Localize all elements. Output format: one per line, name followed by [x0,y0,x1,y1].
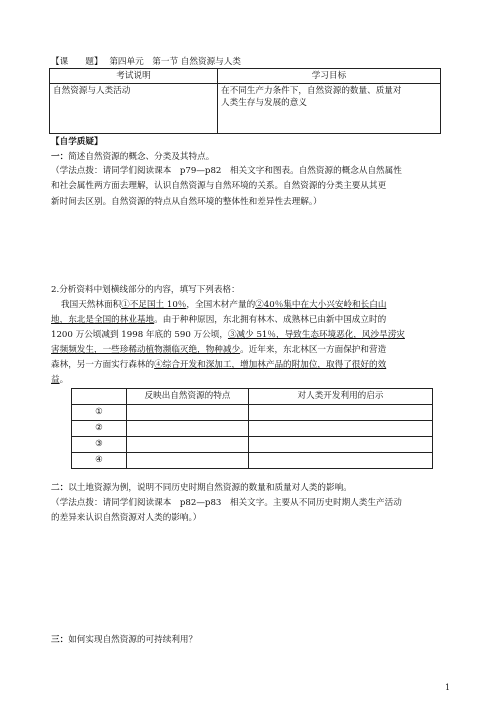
implication-answer-cell[interactable] [249,437,433,453]
passage-text: 。 [59,375,69,385]
features-header: 反映出自然资源的特点 [127,389,249,405]
passage-line [51,329,405,341]
page-number: 1 [445,683,451,692]
implication-answer-cell[interactable] [249,421,433,437]
question-3-hint-line: （学法点拨：请同学们阅读课本 p82—p83 相关文字。主要从不同历史时期人类生产活动 [51,498,402,508]
passage-line [51,344,386,356]
question-4 [51,634,197,646]
passage-text: 。由于种种原因，东北拥有林木、成熟林已由新中国成立时的 [154,315,387,325]
passage-text: 我国天然林面积 [61,300,122,310]
answer-table [71,388,433,469]
passage-text: 森林，另一方面实行森林的 [51,360,155,370]
lesson-header [51,56,241,68]
row-label: ③ [72,437,127,453]
learning-goals-line1: 在不同生产力条件下，自然资源的数量、质量对 [221,86,402,96]
underlined-phrase-1: ①不足国土 10％ [121,300,187,310]
question-1 [51,151,214,163]
question-1-hint-line: 和社会属性两方面去理解，认识自然资源与自然环境的关系。自然资源的分类主要从其更 [51,181,387,191]
question-2-prompt: 2.分析资料中划横线部分的内容，填写下列表格： [51,285,240,295]
exam-notes-cell: 自然资源与人类活动 [50,84,218,134]
feature-answer-cell[interactable] [127,405,249,421]
underlined-phrase-4: ④综合开发和深加工，增加林产品的附加位，取得了很好的效 [154,360,387,370]
passage-text: 1200 万公顷减到 1998 年底的 590 万公顷， [51,330,228,340]
underlined-phrase-2: ②40％集中在大小兴安岭和长白山 [255,300,387,310]
underlined-phrase-3-cont: 害频频发生，一些珍稀动植物濒临灭绝，物种减少 [51,345,241,355]
objectives-table [49,68,441,134]
passage-line [51,314,386,326]
implications-header: 对人类开发利用的启示 [249,389,433,405]
question-3-text: 以土地资源为例，说明不同历史时期自然资源的数量和质量对人类的影响。 [68,483,352,493]
question-4-text: 如何实现自然资源的可持续利用？ [68,635,198,645]
question-1-hint-line: （学法点拨：请同学们阅读课本 p79—p82 相关文字和图表。自然资源的概念从自然属性 [51,166,402,176]
implication-answer-cell[interactable] [249,405,433,421]
question-3 [51,482,352,494]
lesson-title: 第四单元 第一节 自然资源与人类 [109,57,241,67]
underlined-phrase-2-cont: 地，东北是全国的林业基地 [51,315,155,325]
learning-goals-cell [218,84,441,134]
passage-line [51,374,68,386]
passage-text: 。近年来，东北林区一方面保护和营造 [240,345,387,355]
row-label: ④ [72,453,127,469]
lesson-label: 【课 题】 [51,57,103,67]
learning-goals-header: 学习目标 [218,69,441,84]
row-label: ① [72,405,127,421]
learning-goals-line2: 人类生存与发展的意义 [221,98,307,108]
question-1-hint-line: 新时间去区别。自然资源的特点从自然环境的整体性和差异性去理解。） [51,197,322,207]
underlined-phrase-3: ③减少 51％，导致生态环境恶化，风沙旱涝灾 [227,330,405,340]
passage-text: ，全国木材产量的 [186,300,256,310]
answer-table-corner [72,389,127,405]
feature-answer-cell[interactable] [127,453,249,469]
question-3-number: 二： [51,483,69,493]
underlined-phrase-4-cont: 益 [51,375,60,385]
passage-line [51,359,386,371]
question-1-number: 一： [51,152,69,162]
feature-answer-cell[interactable] [127,437,249,453]
exam-notes-header: 考试说明 [50,69,218,84]
feature-answer-cell[interactable] [127,421,249,437]
passage-line [61,299,386,311]
implication-answer-cell[interactable] [249,453,433,469]
question-3-hint-line: 的差异来认识自然资源对人类的影响。） [51,513,202,523]
question-1-text: 简述自然资源的概念、分类及其特点。 [68,152,215,162]
question-4-number: 三： [51,635,69,645]
section-title: 【自学质疑】 [51,137,103,147]
row-label: ② [72,421,127,437]
